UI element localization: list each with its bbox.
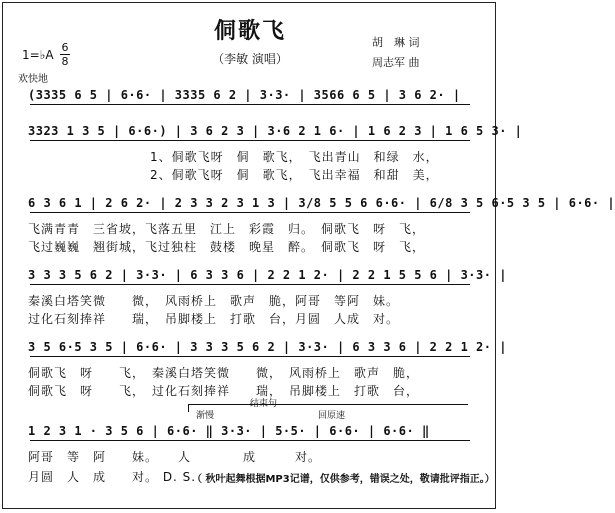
ritardando-label: 渐慢 [196, 411, 215, 421]
lyricist-credit: 胡 琳 词 [372, 36, 420, 49]
a-tempo-label: 回原速 [318, 411, 346, 421]
stave-6-lyric-2: 月圆 人 成 对。 D. S. [28, 470, 197, 484]
stave-4-notes: 3 3 3 5 6 2 | 3·3· | 6 3 3 6 | 2 2 1 2· | 2 2 1 5 5 6 | 3·3· | [28, 268, 507, 282]
stave-5-beam [30, 356, 470, 357]
stave-5-notes: 3 5 6·5 3 5 | 6·6· | 3 3 3 5 6 2 | 3·3· | 6 3 3 6 | 2 2 1 2· | [28, 340, 507, 354]
stave-2-lyric-2: 2、侗歌飞呀 侗 歌飞， 飞出幸福 和甜 美， [150, 168, 439, 182]
stave-4-beam [30, 284, 470, 285]
stave-1-beam [30, 104, 470, 105]
transcription-footnote: （ 秋叶起舞根据MP3记谱，仅供参考，错误之处，敬请批评指正。） [192, 474, 495, 485]
stave-6-beam [30, 440, 470, 441]
song-subtitle: （李敏 演唱） [212, 52, 288, 66]
stave-3-notes: 6 3 6 1 | 2 6 2· | 2 3 3 2 3 1 3 | 3/8 5 5 6 6·6· | 6/8 3 5 6·5 3 5 | 6·6· | [28, 196, 615, 210]
tempo-marking: 欢快地 [18, 74, 48, 85]
stave-4-lyric-1: 秦溪白塔笑微 微， 风雨桥上 歌声 脆，阿哥 等阿 妹。 [28, 294, 400, 308]
ending-bracket [188, 404, 468, 405]
meter-numerator: 6 [61, 41, 69, 54]
stave-6-lyric-1: 阿哥 等 阿 妹。 人 成 对。 [28, 450, 322, 464]
stave-1-notes: (3335 6 5 | 6·6· | 3335 6 2 | 3·3· | 3566 6 5 | 3 6 2· | [28, 88, 461, 102]
time-signature [60, 42, 70, 67]
stave-3-lyric-2: 飞过巍巍 翘街城，飞过独柱 鼓楼 晚星 醉。 侗歌飞 呀 飞， [28, 240, 426, 254]
stave-3-beam [30, 212, 470, 213]
stave-3-lyric-1: 飞满青青 三省坡，飞落五里 江上 彩霞 归。 侗歌飞 呀 飞， [28, 222, 426, 236]
stave-6-notes: 1 2 3 1 · 3 5 6 | 6·6· ‖ 3·3· | 5·5· | 6·6· | 6·6· ‖ [28, 424, 430, 438]
stave-2-beam [30, 140, 470, 141]
stave-2-notes: 3323 1 3 5 | 6·6·) | 3 6 2 3 | 3·6 2 1 6· | 1 6 2 3 | 1 6 5 3· | [28, 124, 523, 138]
song-title: 侗歌飞 [213, 19, 286, 44]
stave-5-lyric-1: 侗歌飞 呀 飞， 秦溪白塔笑微 微， 风雨桥上 歌声 脆， [28, 366, 420, 380]
stave-4-lyric-2: 过化石刻捧祥 瑞， 吊脚楼上 打歌 台，月圆 人成 对。 [28, 312, 400, 326]
ending-label: 结束句 [250, 399, 278, 409]
stave-2-lyric-1: 1、侗歌飞呀 侗 歌飞， 飞出青山 和绿 水， [150, 150, 439, 164]
meter-denominator: 8 [61, 55, 69, 68]
key-signature: 1=♭A [22, 48, 54, 62]
composer-credit: 周志军 曲 [372, 56, 420, 69]
ending-bracket-left [188, 404, 189, 412]
stave-5-lyric-2: 侗歌飞 呀 飞， 过化石刻捧祥 瑞， 吊脚楼上 打歌 台， [28, 384, 420, 398]
